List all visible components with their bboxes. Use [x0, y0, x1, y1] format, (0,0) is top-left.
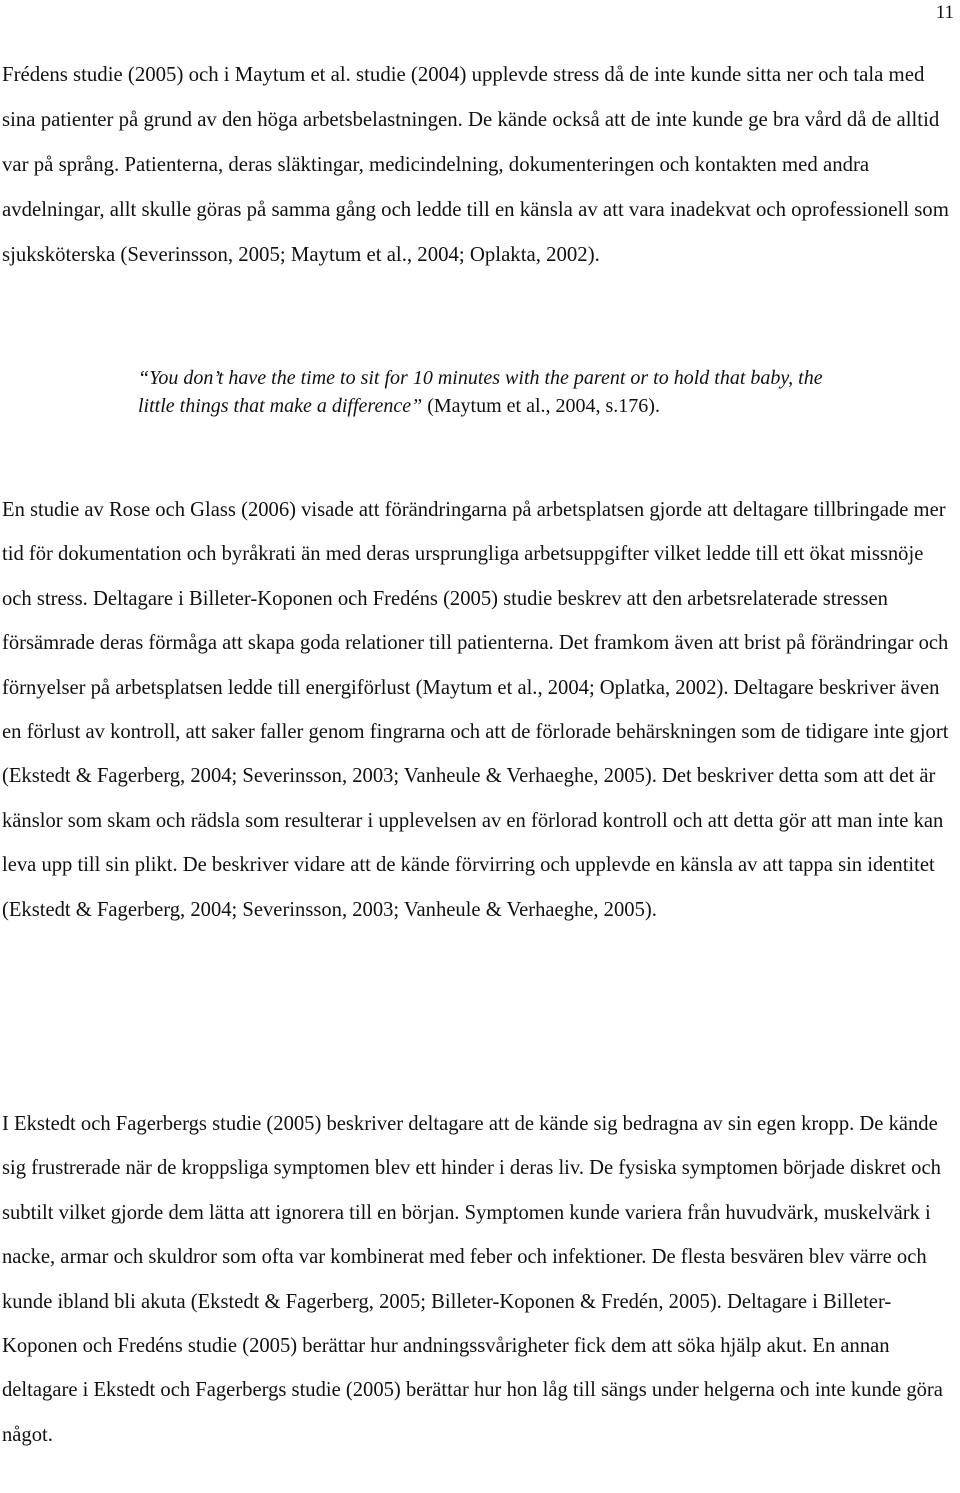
quote-citation: (Maytum et al., 2004, s.176).	[422, 395, 660, 417]
block-quote	[138, 364, 838, 420]
page-number: 11	[935, 2, 954, 23]
body-paragraph-2: En studie av Rose och Glass (2006) visade att förändringarna på arbetsplatsen gjorde att deltagare tillbringade mer tid för dokumentation och byråkrati än med deras ursprungliga arbetsuppgifter vilket ledde till ett ökat missnöje och stress. Deltagare i Billeter-Koponen och Fredéns (2005) studie beskrev att den arbetsrelaterade stressen försämrade deras förmåga att skapa goda relationer till patienterna. Det framkom även att brist på förändringar och förnyelser på arbetsplatsen ledde till energiförlust (Maytum et al., 2004; Oplatka, 2002). Deltagare beskriver även en förlust av kontroll, att saker faller genom fingrarna och att de förlorade behärskningen som de tidigare inte gjort (Ekstedt & Fagerberg, 2004; Severinsson, 2003; Vanheule & Verhaeghe, 2005). Det beskriver detta som att det är känslor som skam och rädsla som resulterar i upplevelsen av en förlorad kontroll och att detta gör att man inte kan leva upp till sin plikt. De beskriver vidare att de kände förvirring och upplevde en känsla av att tappa sin identitet (Ekstedt & Fagerberg, 2004; Severinsson, 2003; Vanheule & Verhaeghe, 2005).	[2, 499, 949, 921]
quote-text: “You don’t have the time to sit for 10 minutes with the parent or to hold that baby, the little things that make a difference”	[138, 367, 823, 417]
body-paragraph-1: Frédens studie (2005) och i Maytum et al. studie (2004) upplevde stress då de inte kunde sitta ner och tala med sina patienter på grund av den höga arbetsbelastningen. De kände också att de inte kunde ge bra vård då de alltid var på språng. Patienterna, deras släktingar, medicindelning, dokumenteringen och kontakten med andra avdelningar, allt skulle göras på samma gång och ledde till en känsla av att vara inadekvat och oprofessionell som sjuksköterska (Severinsson, 2005; Maytum et al., 2004; Oplakta, 2002).	[2, 63, 949, 266]
body-paragraph-3: I Ekstedt och Fagerbergs studie (2005) beskriver deltagare att de kände sig bedragna av sin egen kropp. De kände sig frustrerade när de kroppsliga symptomen blev ett hinder i deras liv. De fysiska symptomen började diskret och subtilt vilket gjorde dem lätta att ignorera till en början. Symptomen kunde variera från huvudvärk, muskelvärk i nacke, armar och skuldror som ofta var kombinerat med feber och infektioner. De flesta besvären blev värre och kunde ibland bli akuta (Ekstedt & Fagerberg, 2005; Billeter-Koponen & Fredén, 2005). Deltagare i Billeter-Koponen och Fredéns studie (2005) berättar hur andningssvårigheter fick dem att söka hjälp akut. En annan deltagare i Ekstedt och Fagerbergs studie (2005) berättar hur hon låg till sängs under helgerna och inte kunde göra något.	[2, 1113, 943, 1446]
